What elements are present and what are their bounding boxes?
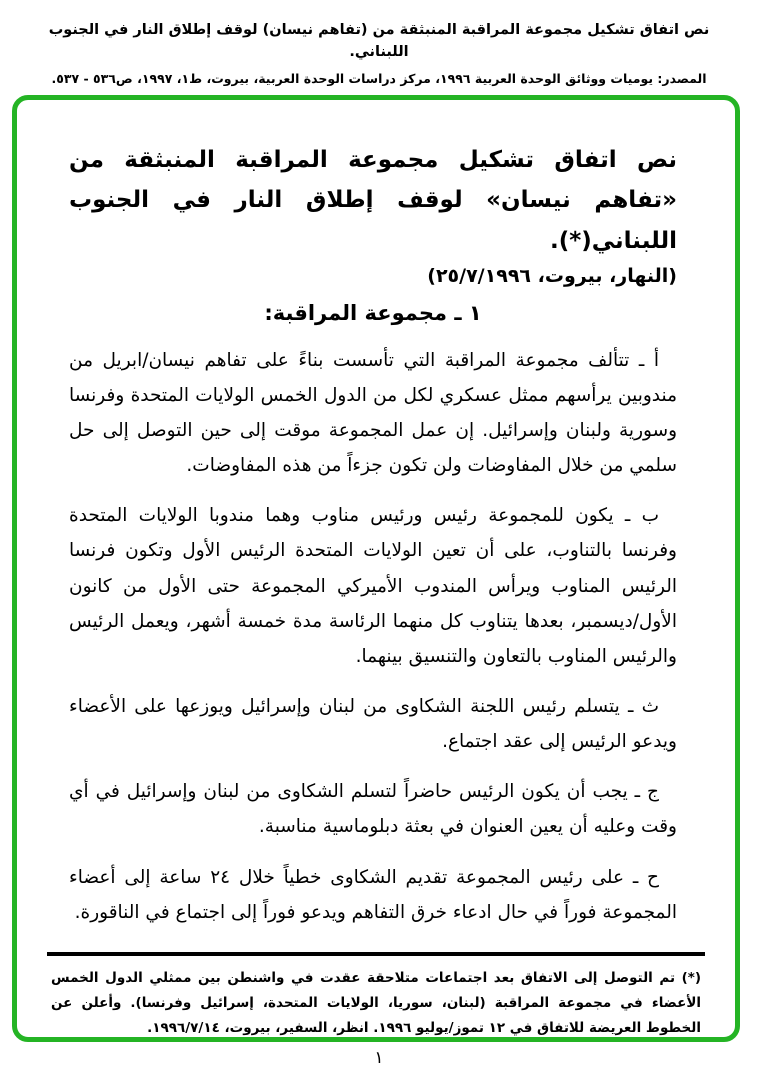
- paragraph: أ ـ تتألف مجموعة المراقبة التي تأسست بناءً على تفاهم نيسان/ابريل من مندوبين يرأسهم ممثل عسكري لكل من الدول الخمس الولايات المتحدة وفرنسا وسورية ولبنان وإسرائيل. إن عمل المجموعة موقت إلى حين التوصل إلى حل سلمي من خلال المفاوضات ولن تكون جزءاً من هذه المفاوضات.: [69, 349, 677, 477]
- paragraph: ب ـ يكون للمجموعة رئيس ورئيس مناوب وهما مندوبا الولايات المتحدة وفرنسا بالتناوب، على أن تعين الولايات المتحدة الرئيس الأول وتكون فرنسا الرئيس المناوب ويرأس المندوب الأميركي المجموعة حتى الأول من كانون الأول/ديسمبر، بعدها يتناوب كل منهما الرئاسة مدة خمسة أشهر، ويعمل الرئيس والرئيس المناوب بالتعاون والتنسيق بينهما.: [69, 505, 677, 667]
- paragraph: ح ـ على رئيس المجموعة تقديم الشكاوى خطياً خلال ٢٤ ساعة إلى أعضاء المجموعة فوراً في حال ادعاء خرق التفاهم ويدعو فوراً إلى اجتماع في الناقورة.: [69, 866, 677, 923]
- paragraph-list: [69, 343, 677, 930]
- paragraph: ج ـ يجب أن يكون الرئيس حاضراً لتسلم الشكاوى من لبنان وإسرائيل في أي وقت وعليه أن يعين العنوان في بعثة دبلوماسية مناسبة.: [69, 781, 677, 838]
- footnote-divider: [47, 952, 705, 956]
- paragraph: ث ـ يتسلم رئيس اللجنة الشكاوى من لبنان وإسرائيل ويوزعها على الأعضاء ويدعو الرئيس إلى عقد اجتماع.: [69, 696, 677, 753]
- page-number: ١: [374, 1048, 384, 1068]
- footnote-text: (*) تم التوصل إلى الاتفاق بعد اجتماعات متلاحقة عقدت في واشنطن بين ممثلي الدول الخمس الأعضاء في مجموعة المراقبة (لبنان، سوريا، الولايات المتحدة، إسرائيل وفرنسا). وأعلن عن الخطوط العريضة للاتفاق في ١٢ تموز/يوليو ١٩٩٦. انظر، السفير، بيروت، ١٩٩٦/٧/١٤.: [51, 969, 701, 1036]
- document-title: نص اتفاق تشكيل مجموعة المراقبة المنبثقة من «تفاهم نيسان» لوقف إطلاق النار في الجنوب اللبناني(*).: [69, 147, 677, 254]
- document-byline: (النهار، بيروت، ٢٥/٧/١٩٩٦): [427, 264, 677, 287]
- header-source-line: المصدر: يوميات ووثائق الوحدة العربية ١٩٩٦، مركز دراسات الوحدة العربية، بيروت، ط١، ١٩٩٧، ص٥٣٦ - ٥٣٧.: [51, 70, 707, 86]
- page-header: [0, 0, 758, 88]
- header-title: نص اتفاق تشكيل مجموعة المراقبة المنبثقة من (تفاهم نيسان) لوقف إطلاق النار في الجنوب اللبناني.: [48, 22, 710, 60]
- green-document-frame: [12, 95, 740, 1042]
- section-heading: ١ ـ مجموعة المراقبة:: [264, 300, 482, 325]
